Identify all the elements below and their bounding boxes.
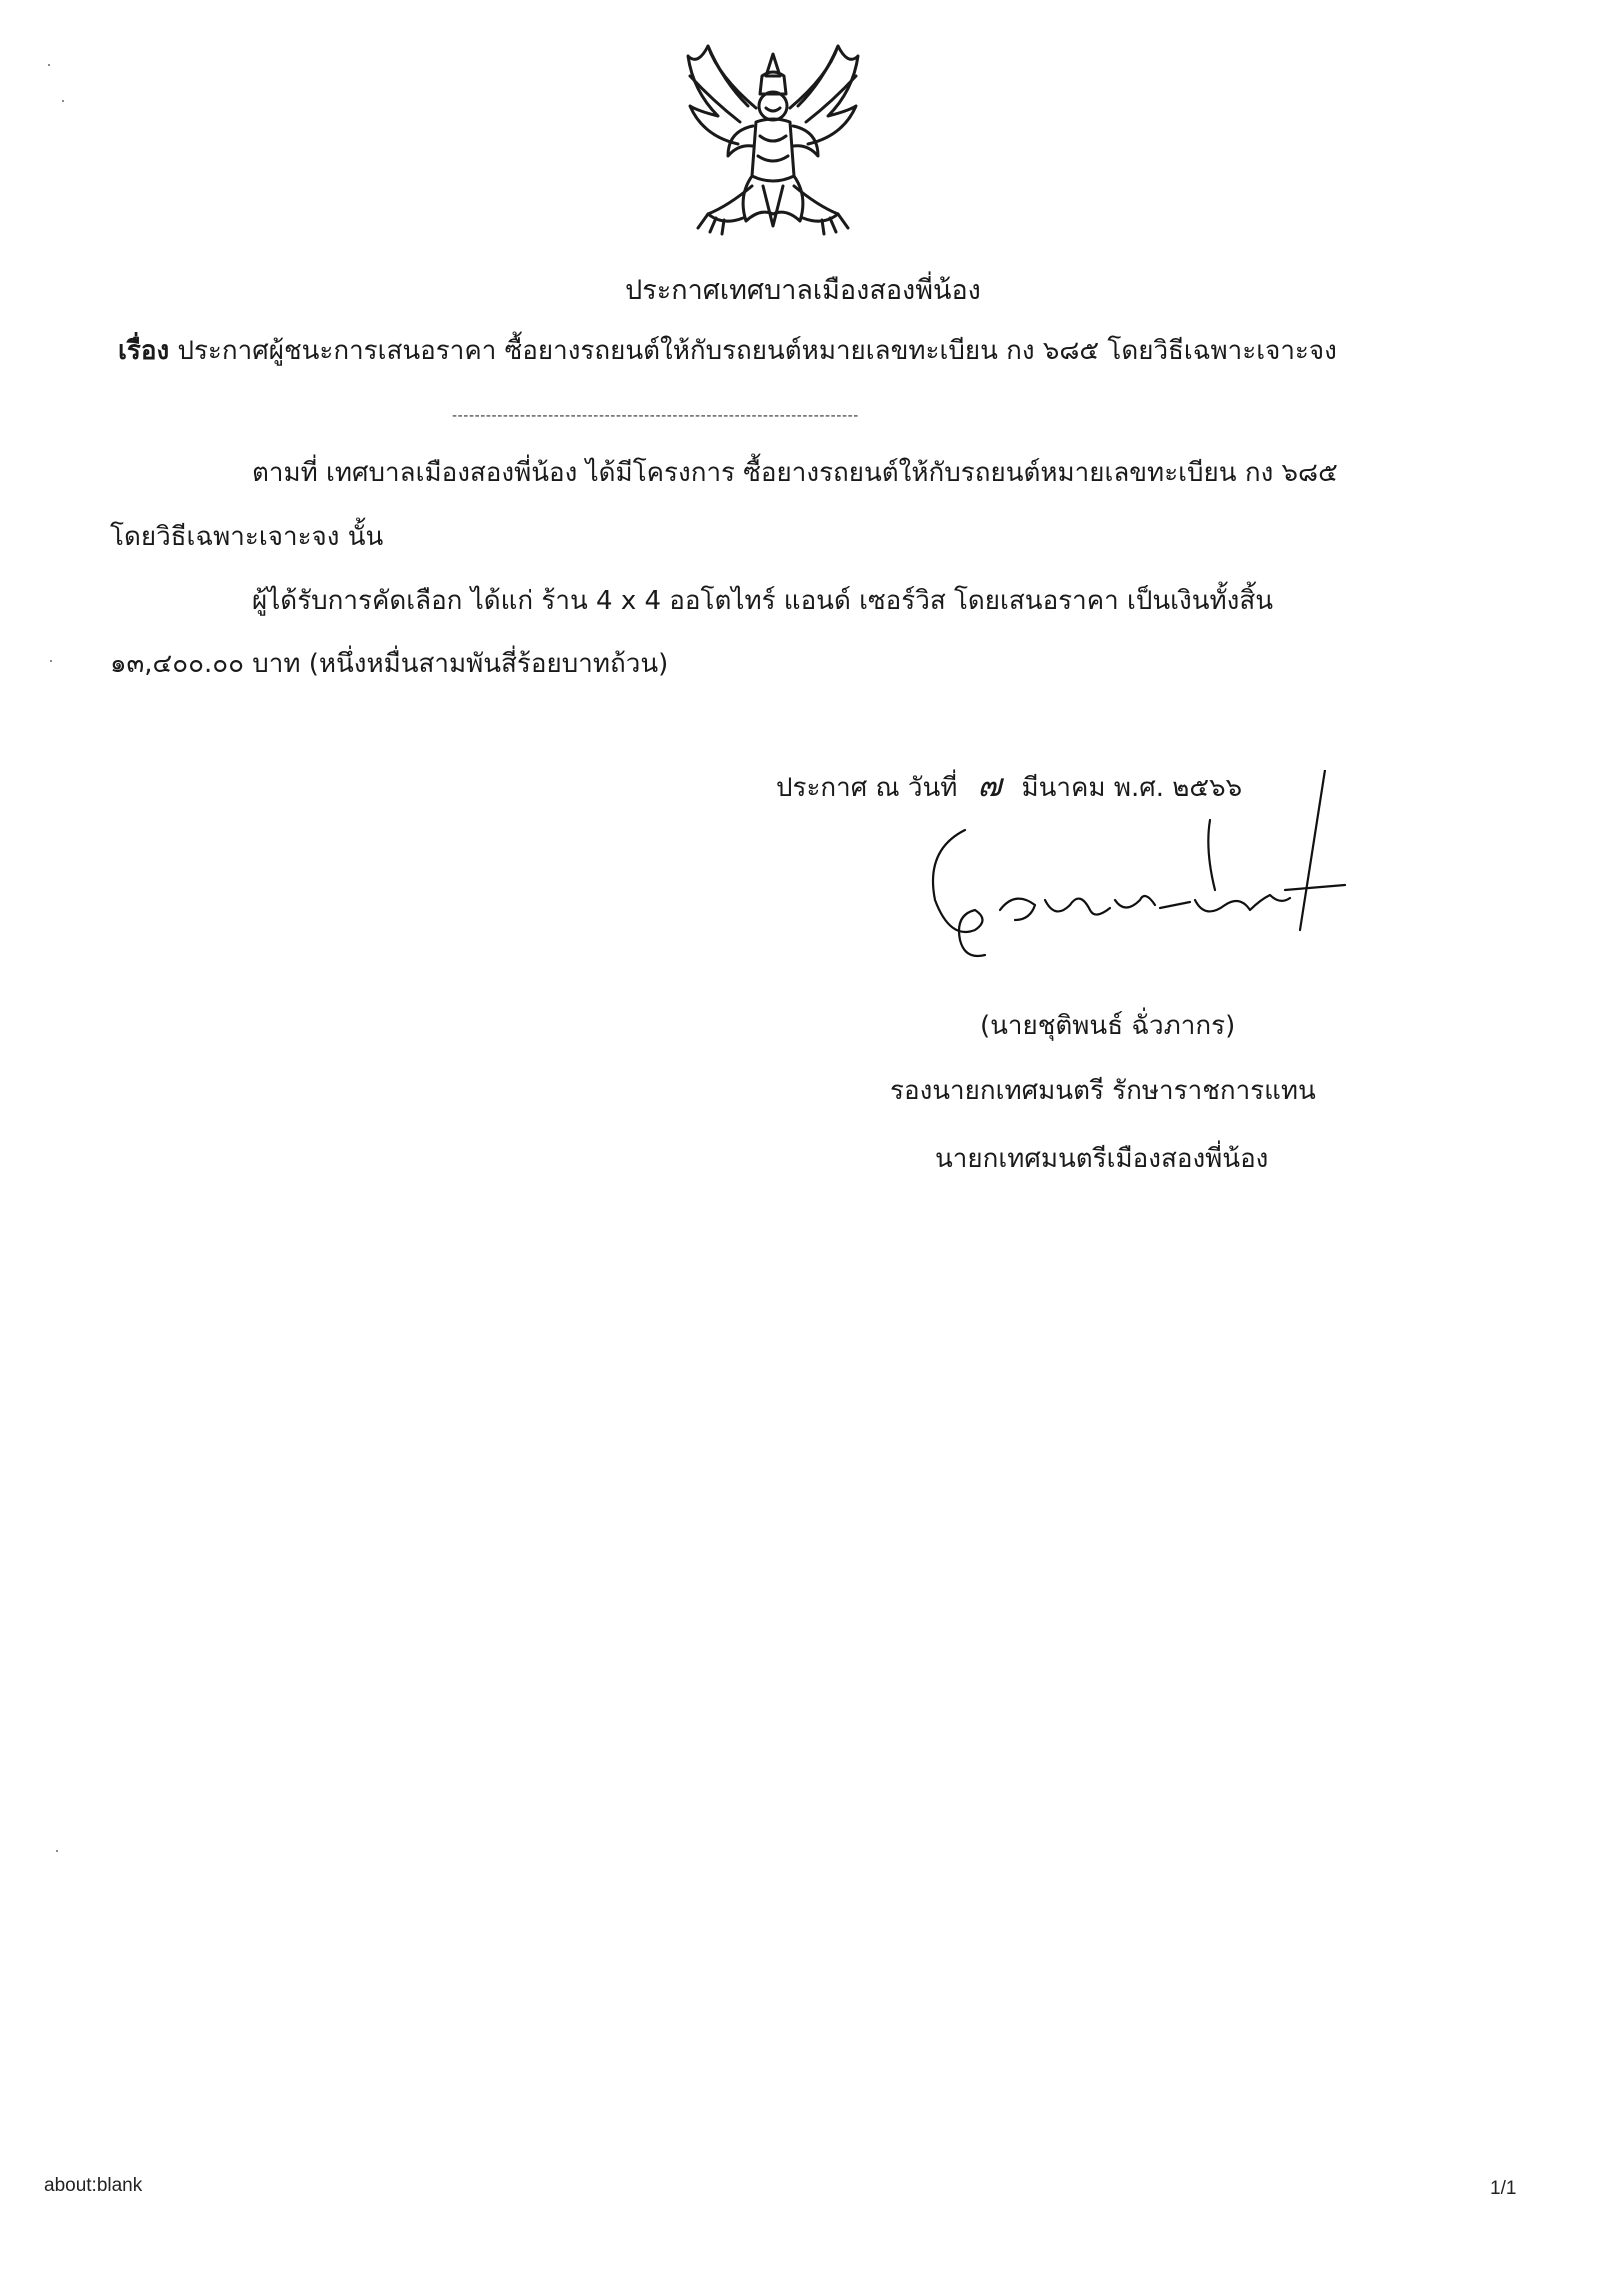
signer-position-line-1: รองนายกเทศมนตรี รักษาราชการแทน <box>890 1076 1316 1106</box>
scan-speck <box>48 64 50 66</box>
separator-line: ------------------------------------------------------------------------ <box>452 408 859 424</box>
paragraph-1-line-1: ตามที่ เทศบาลเมืองสองพี่น้อง ได้มีโครงการ ซื้อยางรถยนต์ให้กับรถยนต์หมายเลขทะเบียน กง ๖๘๕ <box>252 458 1338 488</box>
date-suffix: มีนาคม พ.ศ. ๒๕๖๖ <box>1021 773 1243 803</box>
scan-speck <box>50 660 52 662</box>
subject-label: เรื่อง <box>118 336 170 366</box>
scan-speck <box>62 100 64 102</box>
signer-position-line-2: นายกเทศมนตรีเมืองสองพี่น้อง <box>935 1144 1269 1174</box>
signer-name: (นายชุติพนธ์ ฉั่วภากร) <box>980 1011 1236 1041</box>
announcement-title: ประกาศเทศบาลเมืองสองพี่น้อง <box>625 275 981 306</box>
subject-line <box>118 330 1488 371</box>
paragraph-2-line-2: ๑๓,๔๐๐.๐๐ บาท (หนึ่งหมื่นสามพันสี่ร้อยบาทถ้วน) <box>110 649 669 679</box>
date-prefix: ประกาศ ณ วันที่ <box>776 773 958 803</box>
paragraph-2-line-1: ผู้ได้รับการคัดเลือก ได้แก่ ร้าน 4 x 4 ออโตไทร์ แอนด์ เซอร์วิส โดยเสนอราคา เป็นเงินทั้งสิ้น <box>252 586 1273 616</box>
garuda-emblem <box>668 36 878 246</box>
date-day: ๗ <box>977 766 1002 804</box>
footer-url: about:blank <box>44 2175 143 2196</box>
subject-text: ประกาศผู้ชนะการเสนอราคา ซื้อยางรถยนต์ให้กับรถยนต์หมายเลขทะเบียน กง ๖๘๕ โดยวิธีเฉพาะเจาะจง <box>177 336 1337 366</box>
paragraph-1-line-2: โดยวิธีเฉพาะเจาะจง นั้น <box>110 522 384 552</box>
footer-page-number: 1/1 <box>1490 2178 1517 2199</box>
handwritten-signature <box>905 770 1355 1000</box>
scan-speck <box>56 1850 58 1852</box>
